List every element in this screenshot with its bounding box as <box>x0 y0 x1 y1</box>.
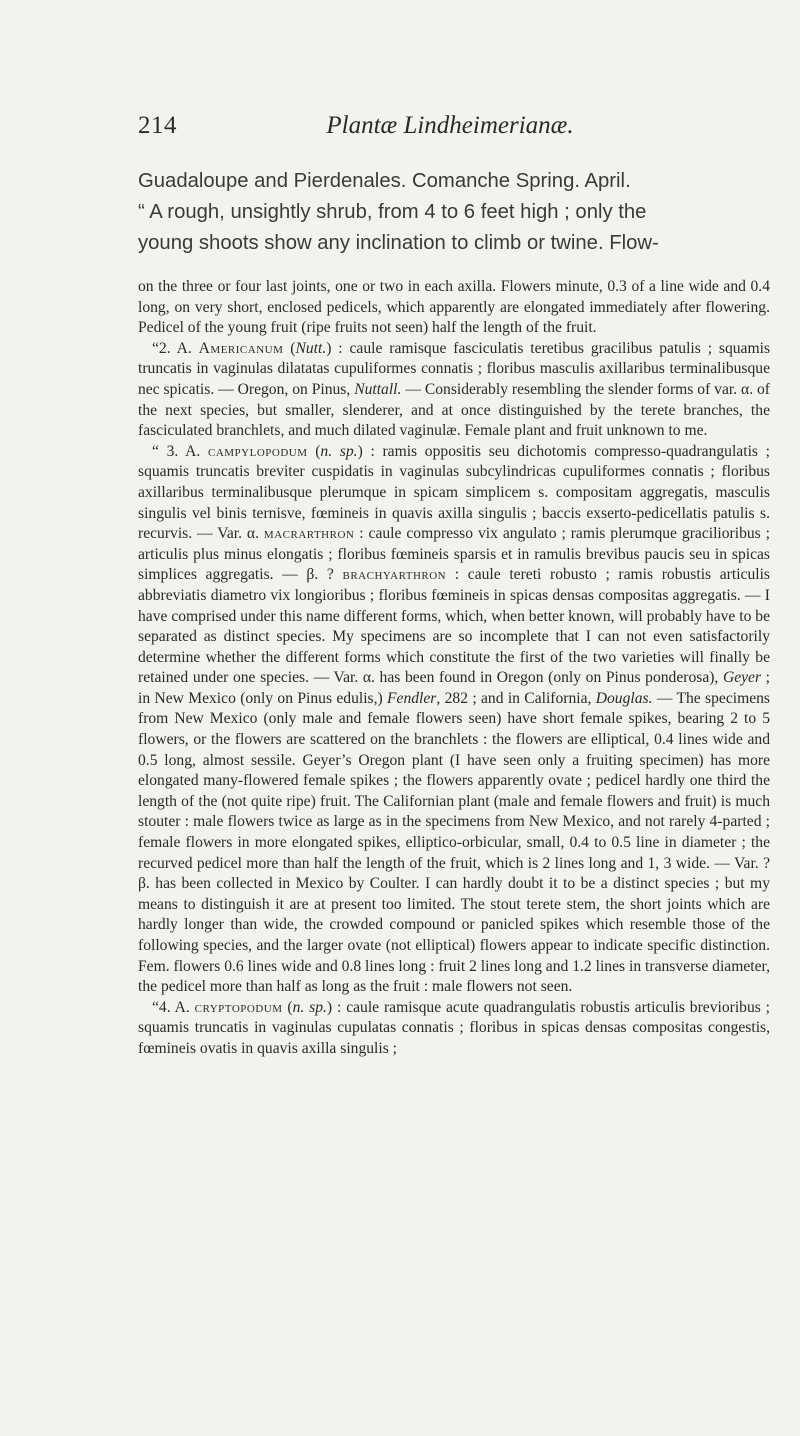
collector-name: Geyer <box>722 669 762 687</box>
text-run: ( <box>282 998 293 1016</box>
text-run: , 282 ; and in California, <box>436 689 596 707</box>
collector-name: Fendler <box>387 689 437 707</box>
text-run: ) : caule ramisque acute quadrangulatis robustis articulis brevioribus ; squamis truncatis in vaginulas cupulatas connatis ; floribus in spicas densas compositas congestis, fœmineis ovatis in quavis axilla singulis ; <box>138 998 771 1057</box>
variety-name: brachyarthron <box>342 566 447 584</box>
paragraph-species-3 <box>138 442 770 998</box>
paragraph-species-2 <box>138 339 770 442</box>
page-header <box>138 112 742 152</box>
paragraph-species-4 <box>138 998 770 1060</box>
author-name: Nutt. <box>295 339 327 357</box>
text-run: : caule compresso vix angulato ; ramis plerumque gracilioribus ; articulis plus minus elongatis ; floribus fœmineis sparsis et in ramulis brevibus paucis seu in spicas simplices aggregatis. — β. ? <box>138 525 770 584</box>
new-species-marker: n. sp. <box>320 442 358 460</box>
text-run: — Considerably resembling the slender forms of var. α. of the next species, but smaller, slenderer, and at once distinguished by the terete branches, the fasciculated branchlets, and much dilated vaginulæ. Female plant and fruit unknown to me. <box>138 380 770 440</box>
species-name: Americanum <box>198 339 284 357</box>
text-run: “ 3. A. <box>152 442 208 460</box>
running-title: Plantæ Lindheimerianæ. <box>326 112 574 139</box>
fragment-line: Guadaloupe and Pierdenales. Comanche Spring. April. <box>138 170 631 192</box>
overlaid-text-fragment <box>138 166 770 259</box>
main-text <box>138 277 770 1060</box>
text-run: : caule tereti robusto ; ramis robustis articulis abbreviatis diametro vix longioribus ; floribus fœmineis in spicas densas compositas aggregatis. — I have comprised under this name different forms, which, when better known, will probably have to be separated as distinct species. My specimens are so incomplete that I can not even satisfactorily determine whether the different forms which constitute the first of the two varieties will finally be retained under one species. — Var. α. has been found in Oregon (only on Pinus ponderosa), <box>138 566 770 687</box>
text-run: — The specimens from New Mexico (only male and female flowers seen) have short female spikes, bearing 2 to 5 flowers, or the flowers are scattered on the branchlets : the flowers are elliptical, 0.4 lines wide and 0.5 long, almost sessile. Geyer’s Oregon plant (I have seen only a fruiting specimen) has more elongated many-flowered female spikes ; the flowers apparently ovate ; pedicel hardly one third the length of the (not quite ripe) fruit. The Californian plant (male and female flowers and fruit) is much stouter : male flowers twice as large as in the specimens from New Mexico, and not rarely 4-parted ; female flowers in more elongated spikes, elliptico-orbicular, small, 0.4 to 0.5 line in diameter ; the recurved pedicel more than half the length of the fruit, which is 2 lines long and 1, 3 wide. — Var. ? β. has been collected in Mexico by Coulter. I can hardly doubt it to be a distinct species ; but my means to distinguish it are at present too limited. The stout terete stem, the short joints which are hardly longer than wide, the crowded compound or panicled spikes which resemble those of the following species, and the larger ovate (not elliptical) flowers appear to indicate specific distinction. Fem. flowers 0.6 lines wide and 0.8 lines long : fruit 2 lines long and 1.2 lines in transverse diameter, the pedicel more than half as long as the fruit : male flowers not seen. <box>138 689 770 996</box>
text-run: ) : caule ramisque fasciculatis teretibus gracilibus patulis ; squamis truncatis in vaginulas dilatatas cupuliformes connatis ; floribus masculis axillaribus terminalibusque nec spicatis. — Oregon, on Pinus, <box>138 339 771 398</box>
text-run: “2. A. <box>152 339 199 357</box>
text-run: ) : ramis oppositis seu dichotomis compresso-quadrangulatis ; squamis truncatis breviter cuspidatis in vaginulas subcylindricas cupuliformes connatis ; floribus axillaribus terminalibusque plerumque in spicam simplicem s. compositam aggregatis, masculis singulis vel binis ternisve, fœmineis in quavis axilla singulis ; baccis exserto-pedicellatis patulis s. recurvis. — Var. α. <box>138 442 770 543</box>
species-name: campylopodum <box>207 442 308 460</box>
variety-name: macrarthron <box>263 525 355 543</box>
text-run: “4. A. <box>152 998 195 1016</box>
page-number: 214 <box>138 112 177 139</box>
text-run: ( <box>283 339 296 357</box>
text-run: ( <box>307 442 321 460</box>
species-name: cryptopodum <box>194 998 283 1016</box>
new-species-marker: n. sp. <box>292 998 327 1016</box>
paragraph: on the three or four last joints, one or two in each axilla. Flowers minute, 0.3 of a line wide and 0.4 long, on very short, enclosed pedicels, which apparently are elongated immediately after flowering. Pedicel of the young fruit (ripe fruits not seen) half the length of the fruit. <box>138 278 770 337</box>
collector-name: Douglas. <box>595 689 653 707</box>
fragment-line: young shoots show any inclination to climb or twine. Flow- <box>138 232 659 254</box>
collector-name: Nuttall. <box>354 380 402 398</box>
fragment-line: “ A rough, unsightly shrub, from 4 to 6 feet high ; only the <box>138 201 647 223</box>
text-run: ; in New Mexico (only on Pinus edulis,) <box>138 669 770 707</box>
